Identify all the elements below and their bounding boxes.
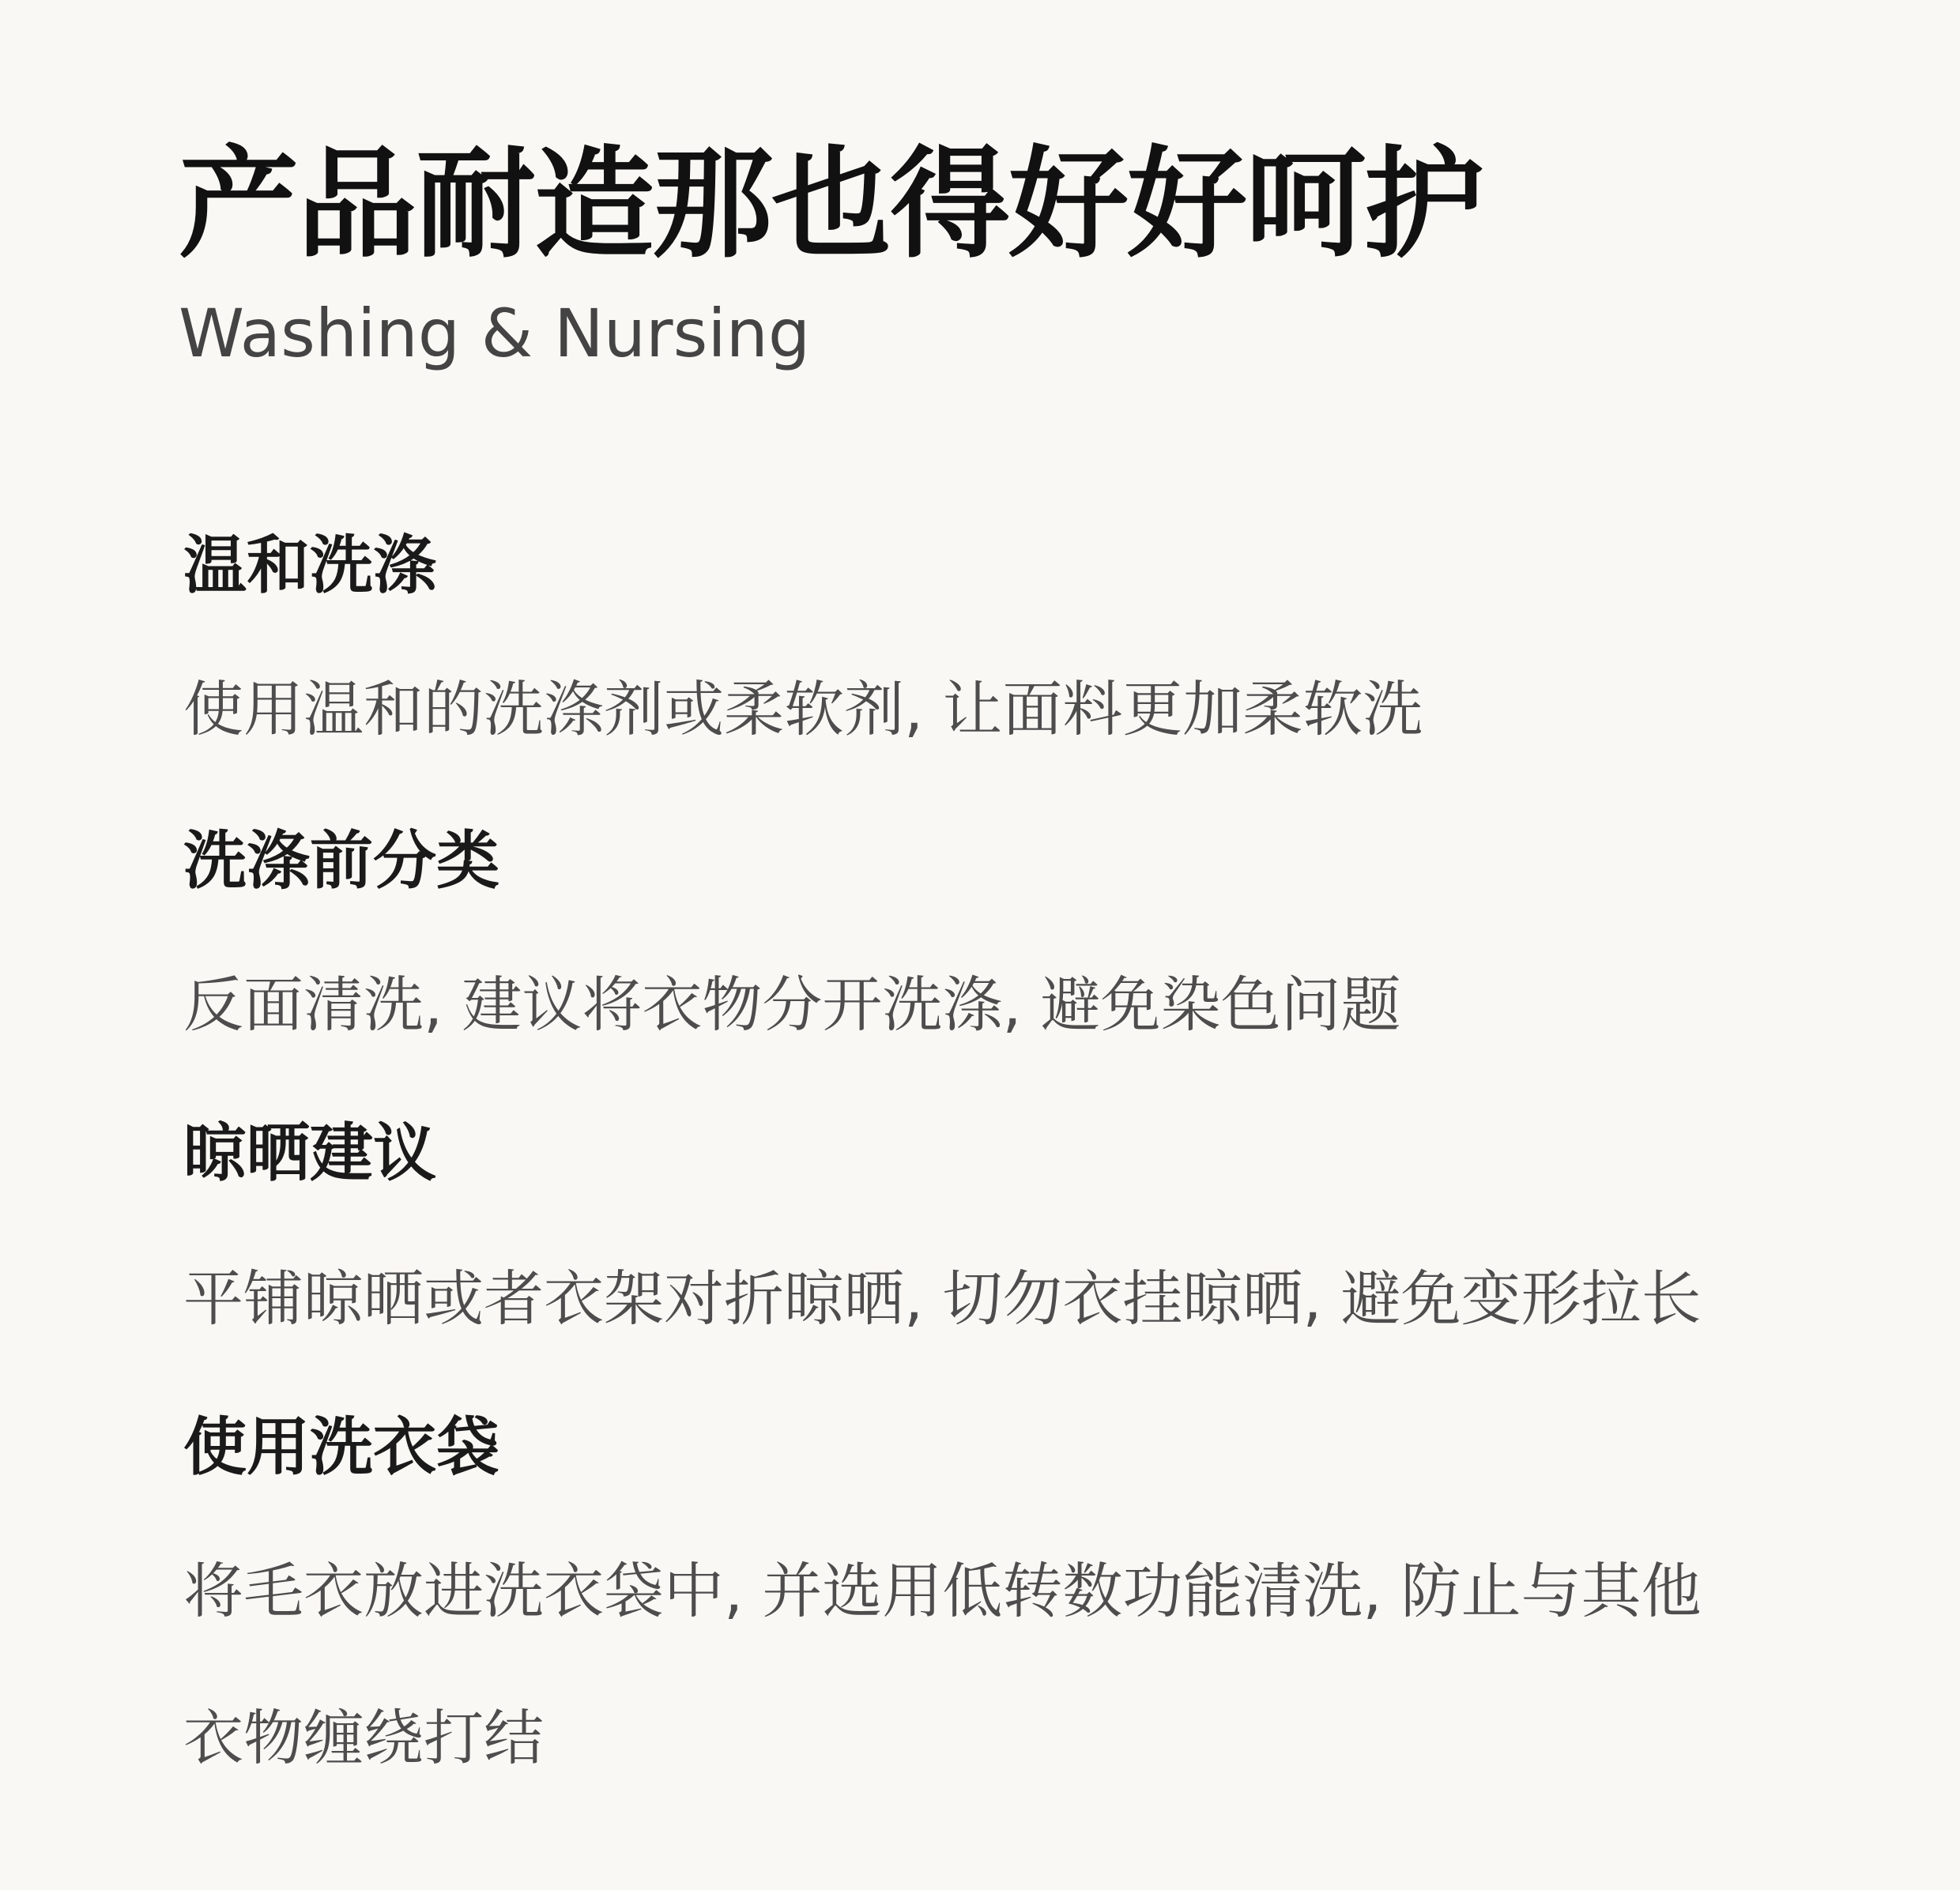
section-heading-drying-advice: 晾晒建议 xyxy=(183,1116,436,1190)
page-title: 产品耐造那也得好好呵护 xyxy=(179,134,1483,274)
section-text-drying-advice: 平铺晾晒或者衣架对折晾晒, 切勿衣挂晾晒, 避免变形拉长 xyxy=(183,1263,1702,1334)
section-text-laundry-bag-line-2: 衣物缠绕打结 xyxy=(183,1703,544,1773)
section-heading-laundry-bag: 使用洗衣袋 xyxy=(183,1410,499,1484)
section-text-laundry-bag-line-1: 将毛衣放进洗衣袋中, 并选用低转数功能清洗, 防止与其他 xyxy=(183,1556,1702,1626)
section-text-gentle-wash: 使用温和的洗涤剂或柔软剂, 让面料更加柔软洗 xyxy=(183,674,1423,744)
section-text-sort-before-wash: 反面清洗, 建议将衣物分开洗涤, 避免染色问题 xyxy=(183,969,1401,1040)
page-subtitle: Washing & Nursing xyxy=(179,295,811,372)
section-heading-gentle-wash: 温和洗涤 xyxy=(183,529,436,602)
section-heading-sort-before-wash: 洗涤前分类 xyxy=(183,824,499,898)
